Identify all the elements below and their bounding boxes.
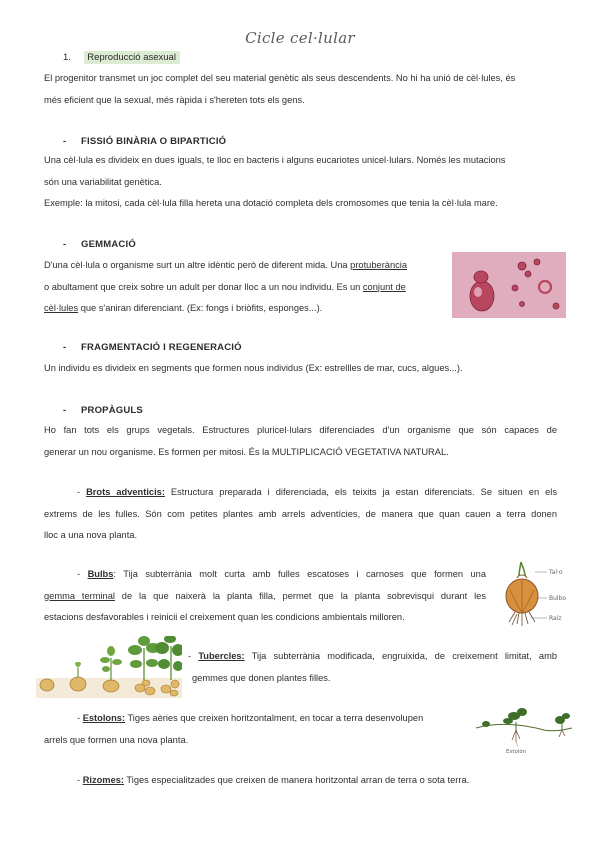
text-line: Una cèl·lula es divideix en dues iguals, te lloc en bacteris i alguns eucariotes unicel·lulars. Només les mutacions <box>44 155 506 165</box>
text-line: són una variabilitat genètica. <box>44 176 162 187</box>
text-line: Exemple: la mitosi, cada cèl·lula filla hereta una dotació completa dels cromosomes que tenia la cèl·lula mare. <box>44 198 498 208</box>
term-rizomes: Rizomes: <box>82 775 125 785</box>
budding-yeast-micrograph <box>452 252 566 318</box>
rizomes-paragraph: - Rizomes: Tiges especialitzades que creixen de manera horitzontal arran de terra o sota terra. <box>77 775 470 785</box>
bulb-label-bulbo: Bulbo <box>549 595 567 602</box>
brots-paragraph: - Brots adventicis: Estructura preparada i diferenciada, els teixits ja estan diferenciats. Se situen en els extrems de les fulles. Són com petites plantes amb arrels adventícies, de manera que quan cauen a terra donen lloc a una nova planta. <box>44 487 557 540</box>
heading-gemmacio: - GEMMACIÓ <box>63 239 136 250</box>
propaguls-paragraph <box>44 420 557 463</box>
bulb-label-tallo: Tal·o <box>549 569 563 576</box>
section-number: 1. <box>63 52 71 63</box>
text-line: generar un nou organisme. Es formen per mitosi. És la MULTIPLICACIÓ VEGETATIVA NATURAL. <box>44 446 449 457</box>
heading-propaguls: - PROPÀGULS <box>63 405 143 416</box>
gemmacio-paragraph: D'una cèl·lula o organisme surt un altre idèntic però de diferent mida. Una protuberància o abultament que creix sobre un adult per donar lloc a un nou individu. Es un conjunt de cèl·lules que s'aniran diferenciant. (Ex: fongs i briòfits, esponges...). <box>44 260 408 313</box>
section-heading <box>63 52 180 63</box>
tubercles-paragraph: - Tubercles: Tija subterrània modificada, engruixida, de creixement limitat, amb gemmes que donen plantes filles. <box>188 651 558 683</box>
estolons-paragraph: - Estolons: Tiges aèries que creixen horitzontalment, en tocar a terra desenvolupen arrels que formen una nova planta. <box>44 713 424 745</box>
bulb-illustration <box>495 560 570 628</box>
fissio-paragraph <box>44 150 559 215</box>
term-bulbs: Bulbs <box>87 569 114 579</box>
stolon-label: Estolón <box>506 749 527 755</box>
term-brots: Brots adventicis: <box>86 487 165 497</box>
tuber-growth-illustration <box>36 636 182 698</box>
intro-paragraph <box>44 68 556 111</box>
section-label: Reproducció asexual <box>84 51 180 64</box>
term-estolons: Estolons: <box>82 713 126 723</box>
intro-line: El progenitor transmet un joc complet del seu material genètic als seus descendents. No hi ha unió de cèl·lules, és <box>44 73 516 83</box>
text-line: Ho fan tots els grups vegetals. Estructures pluricel·lulars diferenciades d'un organisme que són capaces de <box>44 425 557 435</box>
heading-fragmentacio: - FRAGMENTACIÓ I REGENERACIÓ <box>63 342 242 353</box>
stolon-illustration <box>472 706 574 756</box>
bulb-label-raiz: Raíz <box>549 615 562 622</box>
fragmentacio-paragraph: Un individu es divideix en segments que formen nous individus (Ex: estrellles de mar, cucs, algues...). <box>44 363 463 373</box>
page-title: Cicle cel·lular <box>245 29 355 47</box>
bulbs-paragraph: - Bulbs: Tija subterrània molt curta amb fulles escatoses i carnoses que formen una gemma terminal de la que naixerà la planta filla, permet que la planta sobrevisqui durant les estacions desfavorables i reinicii el creixement quan les condicions ambientals milloren. <box>44 569 487 622</box>
heading-fissio: - FISSIÓ BINÀRIA O BIPARTICIÓ <box>63 136 227 147</box>
term-tubercles: Tubercles: <box>198 651 245 661</box>
intro-line: més eficient que la sexual, més ràpida i s'hereten tots els gens. <box>44 94 305 105</box>
